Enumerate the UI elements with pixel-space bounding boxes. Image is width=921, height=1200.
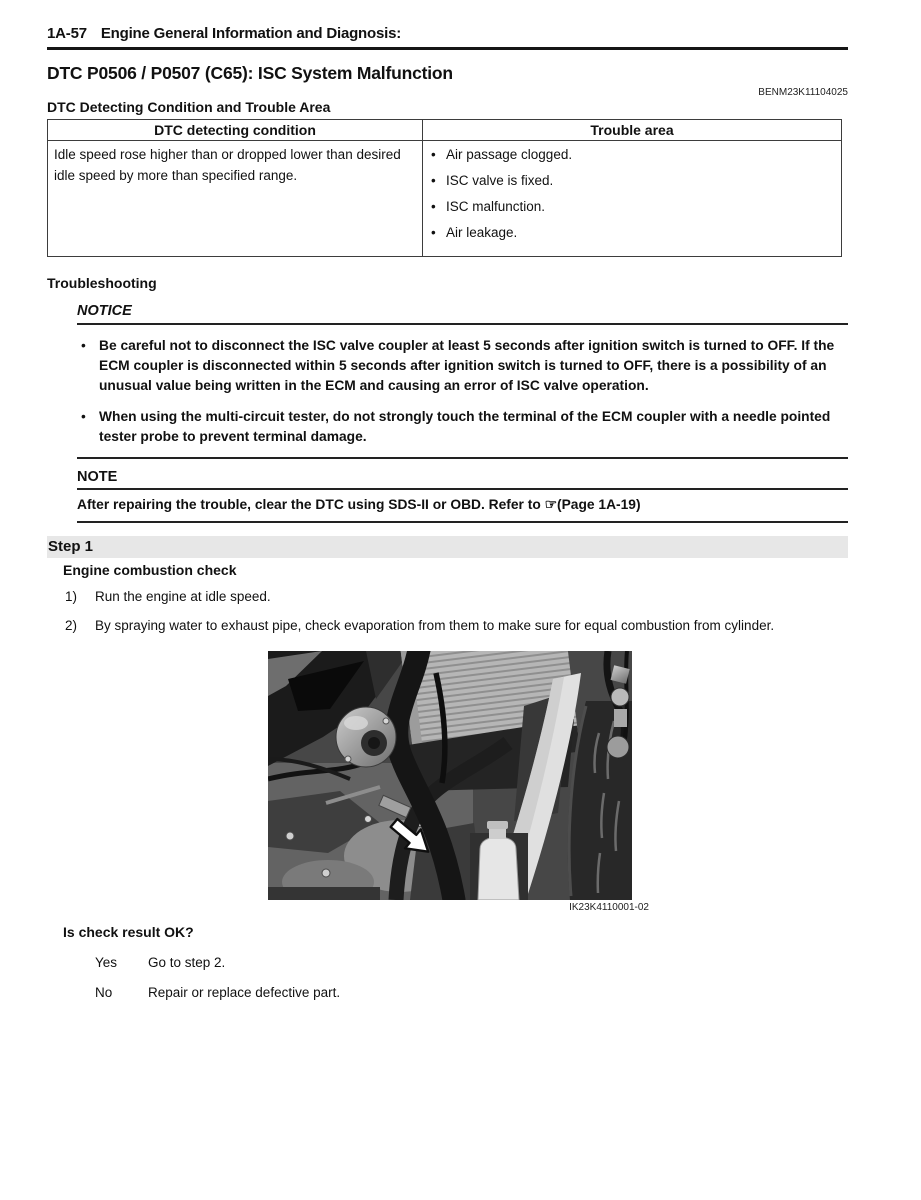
notice-item: • When using the multi-circuit tester, do not strongly touch the terminal of the ECM coupler with a needle pointed tester probe to prevent terminal damage. <box>77 407 848 447</box>
condition-cell: Idle speed rose higher than or dropped lower than desired idle speed by more than specified range. <box>48 141 423 257</box>
step1-item <box>47 616 848 636</box>
notice-list <box>77 336 848 447</box>
trouble-area-cell <box>423 141 842 257</box>
step-item-text: Run the engine at idle speed. <box>95 589 271 604</box>
table-header-trouble-area: Trouble area <box>423 120 842 141</box>
answer-label: Yes <box>95 955 118 970</box>
note-text <box>77 490 848 523</box>
step1-item <box>47 587 848 607</box>
step-item-text: By spraying water to exhaust pipe, check evaporation from them to make sure for equal combustion from cylinder. <box>95 618 775 633</box>
dtc-title: DTC P0506 / P0507 (C65): ISC System Malfunction <box>47 63 453 83</box>
step-item-number: 2) <box>65 618 78 633</box>
step1-subheading: Engine combustion check <box>63 562 237 578</box>
notice-body <box>77 336 848 459</box>
page-header <box>47 25 848 50</box>
check-result-question: Is check result OK? <box>63 924 194 940</box>
dtc-table-heading: DTC Detecting Condition and Trouble Area <box>47 99 331 115</box>
notice-block <box>77 303 848 523</box>
trouble-area-item: • Air passage clogged. <box>429 146 835 163</box>
figure-caption: IK23K4110001-02 <box>569 902 649 913</box>
trouble-area-list <box>429 146 835 241</box>
notice-label: NOTICE <box>77 303 848 325</box>
table-header-condition: DTC detecting condition <box>48 120 423 141</box>
step-item-number: 1) <box>65 589 78 604</box>
note-text-body: After repairing the trouble, clear the DTC using SDS-II or OBD. Refer to <box>77 497 545 512</box>
answer-label: No <box>95 985 113 1000</box>
trouble-area-item: • ISC valve is fixed. <box>429 172 835 189</box>
doc-code: BENM23K11104025 <box>758 87 848 98</box>
troubleshooting-heading: Troubleshooting <box>47 275 157 291</box>
note-label: NOTE <box>77 469 848 490</box>
section-title: Engine General Information and Diagnosis: <box>100 25 402 42</box>
trouble-area-item: • Air leakage. <box>429 224 835 241</box>
engine-photo <box>268 651 632 900</box>
page-number: 1A-57 <box>47 25 87 42</box>
step1-list <box>47 587 848 636</box>
notice-item: • Be careful not to disconnect the ISC valve coupler at least 5 seconds after ignition switch is turned to OFF. If the ECM coupler is disconnected within 5 seconds after ignition switch is turned to OFF, there is a possibility of an unusual value being written in the ECM and causing an error of ISC valve operation. <box>77 336 848 396</box>
answer-row-yes <box>95 955 848 970</box>
step1-bar: Step 1 <box>47 536 848 558</box>
engine-figure <box>268 651 649 913</box>
answer-text: Repair or replace defective part. <box>148 985 341 1000</box>
dtc-table <box>47 119 842 257</box>
answer-text: Go to step 2. <box>148 955 226 970</box>
answer-row-no <box>95 985 848 1000</box>
trouble-area-item: • ISC malfunction. <box>429 198 835 215</box>
page-ref-link[interactable]: ☞(Page 1A-19) <box>544 497 641 512</box>
